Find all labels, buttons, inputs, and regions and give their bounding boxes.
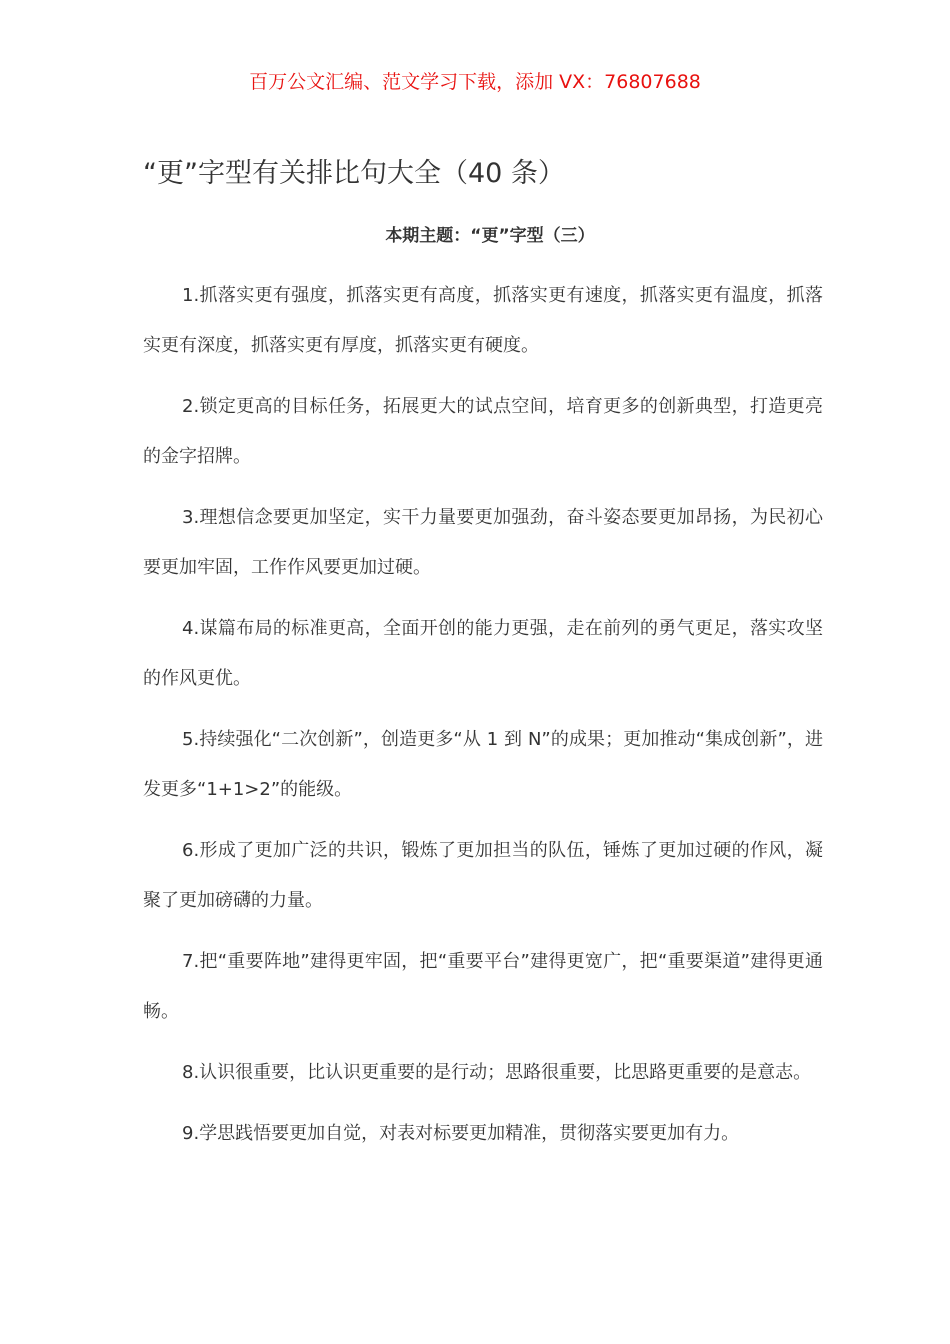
- list-item: 8.认识很重要，比认识更重要的是行动；思路很重要，比思路更重要的是意志。: [182, 1062, 812, 1083]
- watermark-header: 百万公文汇编、范文学习下载，添加 VX：76807688: [249, 71, 701, 93]
- list-item: 1.抓落实更有强度，抓落实更有高度，抓落实更有速度，抓落实更有温度，抓落实更有深度，抓落实更有厚度，抓落实更有硬度。: [143, 285, 823, 356]
- list-item: 7.把“重要阵地”建得更牢固，把“重要平台”建得更宽广，把“重要渠道”建得更通畅。: [143, 951, 823, 1022]
- sentence-list: [143, 271, 823, 1170]
- list-item: 3.理想信念要更加坚定，实干力量要更加强劲，奋斗姿态要更加昂扬，为民初心要更加牢固，工作作风要更加过硬。: [143, 507, 823, 578]
- document-title: “更”字型有关排比句大全（40 条）: [143, 158, 565, 189]
- list-item: 2.锁定更高的目标任务，拓展更大的试点空间，培育更多的创新典型，打造更亮的金字招牌。: [143, 396, 823, 467]
- list-item: 9.学思践悟要更加自觉，对表对标要更加精准，贯彻落实要更加有力。: [182, 1123, 740, 1144]
- list-item: 5.持续强化“二次创新”，创造更多“从 1 到 N”的成果；更加推动“集成创新”，进发更多“1+1>2”的能级。: [143, 729, 823, 800]
- list-item: 4.谋篇布局的标准更高，全面开创的能力更强，走在前列的勇气更足，落实攻坚的作风更优。: [143, 618, 823, 689]
- document-subtitle: 本期主题：“更”字型（三）: [385, 226, 595, 246]
- list-item: 6.形成了更加广泛的共识，锻炼了更加担当的队伍，锤炼了更加过硬的作风，凝聚了更加磅礴的力量。: [143, 840, 823, 911]
